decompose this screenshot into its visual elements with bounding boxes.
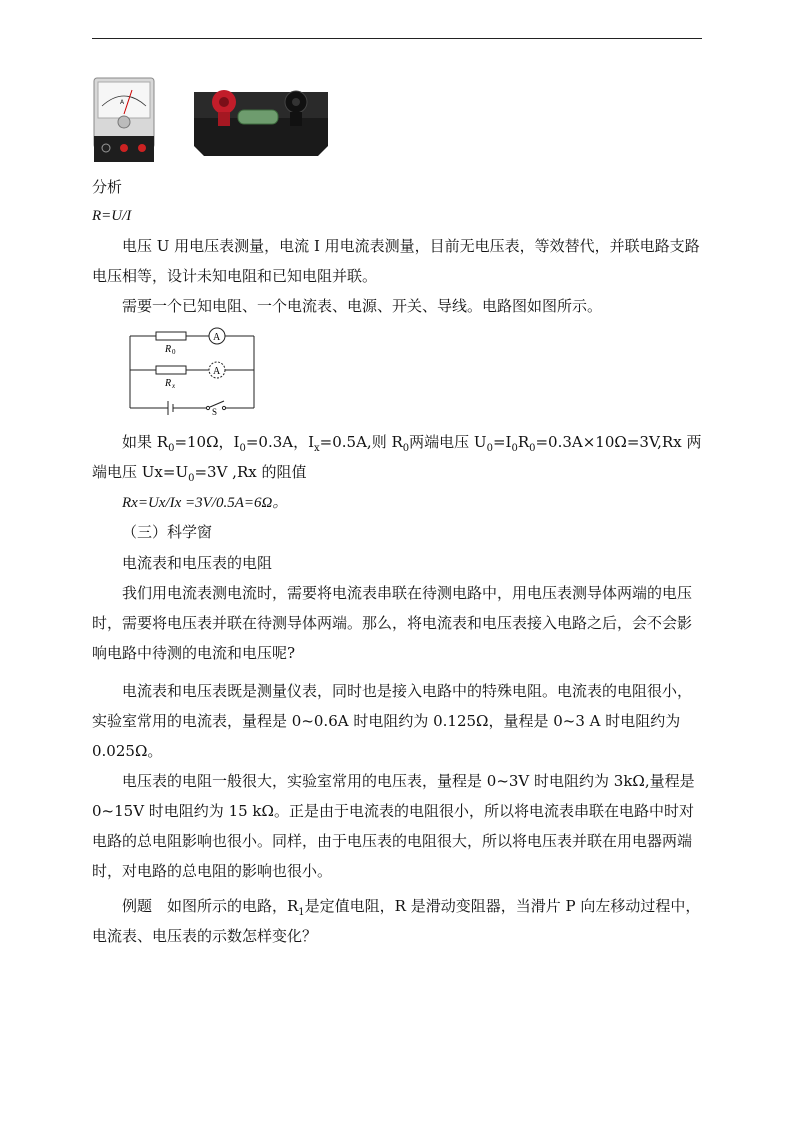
formula-r-ui: R=U/I — [92, 208, 132, 224]
formula-rx: Rx=Ux/Ix =3V/0.5A=6Ω。 — [122, 495, 288, 511]
resistor-rx — [156, 366, 186, 374]
ammeter-label-2: A — [213, 366, 221, 377]
paragraph-required-items: 需要一个已知电阻、一个电流表、电源、开关、导线。电路图如图所示。 — [122, 297, 603, 315]
subheading-meter-resistance: 电流表和电压表的电阻 — [122, 554, 273, 572]
paragraph-voltmeter-resistance: 电压表的电阻一般很大，实验室常用的电压表，量程是 0~3V 时电阻约为 3kΩ,量程是 0~15V 时电阻约为 15 kΩ。正是由于电流表的电阻很小，所以将电流表串联在电路中时对电路的总电阻影响也很小。同样，由于电压表的电阻很大，所以将电压表并联在用电器两端时，对电路的总电阻的影响也很小。 — [92, 772, 695, 880]
paragraph-voltage-method: 电压 U 用电压表测量，电流 I 用电流表测量，目前无电压表，等效替代，并联电路支路电压相等，设计未知电阻和已知电阻并联。 — [92, 237, 700, 285]
paragraph-example-question: 例题 如图所示的电路，$R_1$是定值电阻，R 是滑动变阻器，当滑片 P 向左移动过程中，电流表、电压表的示数怎样变化？ — [92, 897, 701, 945]
circuit-diagram — [120, 324, 270, 416]
resistor-board-photo — [188, 84, 334, 160]
r0-subscript: 0 — [172, 348, 176, 356]
ammeter-photo — [92, 76, 156, 164]
section-title-science-window: （三）科学窗 — [122, 523, 213, 541]
resistor-r0 — [156, 332, 186, 340]
ammeter-label-1: A — [213, 332, 221, 343]
paragraph-example-values: 如果 $R_0=10\Omega$，$I_0=0.3A$，$I_x=0.5A$,则 $R_0$两端电压 $U_0=I_0R_0=0.3A\times 10\Omega=3V,Rx$ 两端电压 $Ux=U_0=3V$ ,Rx 的阻值 — [92, 433, 702, 484]
analysis-heading: 分析 — [92, 178, 123, 196]
paragraph-ammeter-resistance: 电流表和电压表既是测量仪表，同时也是接入电路中的特殊电阻。电流表的电阻很小，实验室常用的电流表，量程是 0~0.6A 时电阻约为 0.125Ω，量程是 0~3 A 时电阻约为 0.025Ω。 — [92, 682, 693, 760]
r0-label: R — [165, 344, 172, 355]
switch-label: S — [212, 407, 218, 416]
rx-subscript: x — [172, 382, 176, 390]
paragraph-meter-connection: 我们用电流表测电流时，需要将电流表串联在待测电路中，用电压表测导体两端的电压时，需要将电压表并联在待测导体两端。那么，将电流表和电压表接入电路之后，会不会影响电路中待测的电流和电压呢? — [92, 584, 693, 662]
rx-label: R — [165, 378, 172, 389]
svg-text:A: A — [120, 99, 125, 106]
header-rule — [92, 38, 702, 39]
